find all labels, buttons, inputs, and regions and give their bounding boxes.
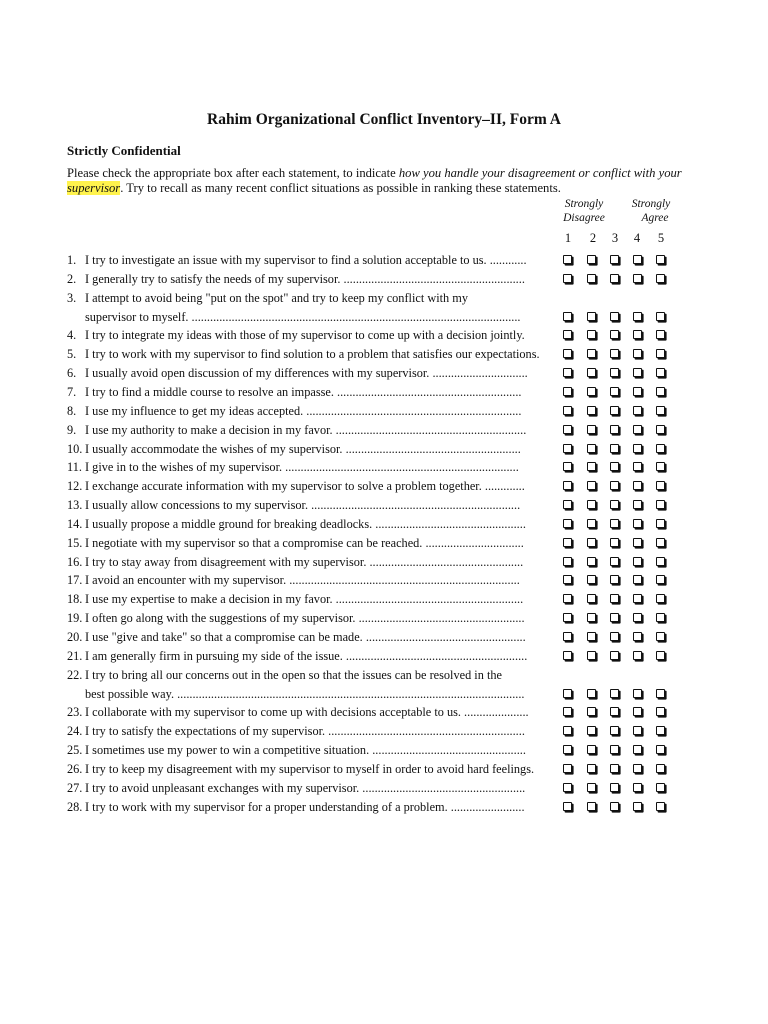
rating-checkbox-3[interactable] bbox=[610, 613, 619, 622]
rating-checkbox-2[interactable] bbox=[587, 406, 596, 415]
rating-checkbox-5[interactable] bbox=[656, 726, 665, 735]
rating-checkbox-1[interactable] bbox=[563, 312, 572, 321]
rating-checkbox-5[interactable] bbox=[656, 349, 665, 358]
rating-checkbox-3[interactable] bbox=[610, 406, 619, 415]
rating-checkbox-4[interactable] bbox=[633, 632, 642, 641]
rating-checkbox-3[interactable] bbox=[610, 368, 619, 377]
rating-checkbox-2[interactable] bbox=[587, 387, 596, 396]
statement-number: 28. bbox=[67, 799, 83, 814]
rating-checkbox-5[interactable] bbox=[656, 255, 665, 264]
rating-checkbox-2[interactable] bbox=[587, 500, 596, 509]
rating-checkbox-3[interactable] bbox=[610, 594, 619, 603]
scale-label-agree-line2: Agree bbox=[641, 212, 669, 224]
statement-number: 22. bbox=[67, 667, 83, 682]
rating-checkbox-2[interactable] bbox=[587, 802, 596, 811]
rating-checkbox-3[interactable] bbox=[610, 689, 619, 698]
rating-checkbox-4[interactable] bbox=[633, 707, 642, 716]
rating-checkbox-2[interactable] bbox=[587, 330, 596, 339]
rating-checkbox-3[interactable] bbox=[610, 745, 619, 754]
statement-number: 12. bbox=[67, 479, 83, 494]
statement-text: I try to work with my supervisor to find solution to a problem that satisfies our expectations. bbox=[85, 347, 540, 362]
rating-checkbox-2[interactable] bbox=[587, 726, 596, 735]
statement-number: 5. bbox=[67, 347, 77, 362]
rating-checkbox-2[interactable] bbox=[587, 745, 596, 754]
rating-checkbox-2[interactable] bbox=[587, 557, 596, 566]
rating-checkbox-1[interactable] bbox=[563, 613, 572, 622]
rating-checkbox-1[interactable] bbox=[563, 387, 572, 396]
rating-checkbox-4[interactable] bbox=[633, 500, 642, 509]
confidential-label: Strictly Confidential bbox=[67, 143, 181, 158]
rating-checkbox-1[interactable] bbox=[563, 500, 572, 509]
rating-checkbox-5[interactable] bbox=[656, 745, 665, 754]
scale-label-disagree-line2: Disagree bbox=[563, 212, 605, 224]
statement-text: I use my expertise to make a decision in my favor. ............................................................. bbox=[85, 592, 524, 607]
statement-text: I am generally firm in pursuing my side of the issue. ........................................................... bbox=[85, 648, 528, 663]
statement-text: supervisor to myself. ........................................................................................................... bbox=[85, 309, 521, 324]
rating-checkbox-1[interactable] bbox=[563, 406, 572, 415]
scale-number: 5 bbox=[657, 231, 665, 245]
rating-checkbox-1[interactable] bbox=[563, 745, 572, 754]
rating-checkbox-3[interactable] bbox=[610, 575, 619, 584]
rating-checkbox-2[interactable] bbox=[587, 707, 596, 716]
statement-number: 14. bbox=[67, 516, 83, 531]
rating-checkbox-5[interactable] bbox=[656, 689, 665, 698]
rating-checkbox-5[interactable] bbox=[656, 274, 665, 283]
statement-number: 6. bbox=[67, 366, 77, 381]
rating-checkbox-4[interactable] bbox=[633, 594, 642, 603]
scale-label-agree-line1: Strongly bbox=[631, 198, 671, 210]
rating-checkbox-3[interactable] bbox=[610, 444, 619, 453]
scale-label-disagree bbox=[549, 197, 619, 225]
rating-checkbox-4[interactable] bbox=[633, 651, 642, 660]
rating-checkbox-2[interactable] bbox=[587, 312, 596, 321]
statement-number: 19. bbox=[67, 611, 83, 626]
rating-checkbox-5[interactable] bbox=[656, 406, 665, 415]
rating-checkbox-1[interactable] bbox=[563, 425, 572, 434]
statement-number: 15. bbox=[67, 535, 83, 550]
scale-label-disagree-line1: Strongly bbox=[564, 198, 604, 210]
statement-number: 2. bbox=[67, 271, 77, 286]
rating-checkbox-3[interactable] bbox=[610, 255, 619, 264]
rating-checkbox-2[interactable] bbox=[587, 444, 596, 453]
scale-number: 1 bbox=[564, 231, 572, 245]
rating-checkbox-5[interactable] bbox=[656, 783, 665, 792]
rating-checkbox-5[interactable] bbox=[656, 764, 665, 773]
instructions-highlight: supervisor bbox=[67, 181, 121, 195]
rating-checkbox-1[interactable] bbox=[563, 444, 572, 453]
statement-text: I use my authority to make a decision in my favor. .............................................................. bbox=[85, 422, 527, 437]
statement-number: 23. bbox=[67, 705, 83, 720]
statement-text: I collaborate with my supervisor to come up with decisions acceptable to us. ..................... bbox=[85, 705, 529, 720]
rating-checkbox-5[interactable] bbox=[656, 368, 665, 377]
statement-number: 27. bbox=[67, 780, 83, 795]
statement-text: I try to keep my disagreement with my supervisor to myself in order to avoid hard feelings. bbox=[85, 761, 535, 776]
rating-checkbox-2[interactable] bbox=[587, 613, 596, 622]
rating-checkbox-4[interactable] bbox=[633, 312, 642, 321]
statement-text: I try to stay away from disagreement with my supervisor. .................................................. bbox=[85, 554, 524, 569]
rating-checkbox-1[interactable] bbox=[563, 519, 572, 528]
rating-checkbox-3[interactable] bbox=[610, 557, 619, 566]
rating-checkbox-4[interactable] bbox=[633, 745, 642, 754]
rating-checkbox-5[interactable] bbox=[656, 500, 665, 509]
rating-checkbox-1[interactable] bbox=[563, 783, 572, 792]
statement-number: 11. bbox=[67, 460, 82, 475]
statement-text: I attempt to avoid being "put on the spot" and try to keep my conflict with my bbox=[85, 290, 468, 305]
rating-checkbox-4[interactable] bbox=[633, 802, 642, 811]
rating-checkbox-3[interactable] bbox=[610, 519, 619, 528]
statement-text: I use my influence to get my ideas accepted. ...................................................................... bbox=[85, 403, 522, 418]
statement-number: 18. bbox=[67, 592, 83, 607]
statement-text: I usually accommodate the wishes of my supervisor. ......................................................... bbox=[85, 441, 521, 456]
rating-checkbox-3[interactable] bbox=[610, 500, 619, 509]
rating-checkbox-3[interactable] bbox=[610, 726, 619, 735]
rating-checkbox-1[interactable] bbox=[563, 349, 572, 358]
rating-checkbox-4[interactable] bbox=[633, 444, 642, 453]
rating-checkbox-3[interactable] bbox=[610, 632, 619, 641]
statement-text: I negotiate with my supervisor so that a compromise can be reached. ................................ bbox=[85, 535, 524, 550]
scale-number: 2 bbox=[589, 231, 597, 245]
rating-checkbox-4[interactable] bbox=[633, 481, 642, 490]
rating-checkbox-4[interactable] bbox=[633, 783, 642, 792]
instructions-emphasis: how you handle your disagreement or conflict with your bbox=[398, 166, 682, 180]
rating-checkbox-5[interactable] bbox=[656, 519, 665, 528]
scale-number: 3 bbox=[611, 231, 619, 245]
rating-checkbox-4[interactable] bbox=[633, 613, 642, 622]
instructions bbox=[67, 166, 707, 196]
rating-checkbox-3[interactable] bbox=[610, 481, 619, 490]
statement-text: I give in to the wishes of my supervisor. ............................................................................ bbox=[85, 460, 519, 475]
rating-checkbox-3[interactable] bbox=[610, 349, 619, 358]
rating-checkbox-4[interactable] bbox=[633, 519, 642, 528]
rating-checkbox-5[interactable] bbox=[656, 387, 665, 396]
rating-checkbox-5[interactable] bbox=[656, 575, 665, 584]
rating-checkbox-2[interactable] bbox=[587, 632, 596, 641]
statement-text: best possible way. ................................................................................................................. bbox=[85, 686, 525, 701]
rating-checkbox-4[interactable] bbox=[633, 538, 642, 547]
statement-number: 8. bbox=[67, 403, 77, 418]
rating-checkbox-4[interactable] bbox=[633, 368, 642, 377]
statement-text: I avoid an encounter with my supervisor. ........................................................................... bbox=[85, 573, 520, 588]
statement-text: I exchange accurate information with my supervisor to solve a problem together. ............. bbox=[85, 479, 525, 494]
rating-checkbox-4[interactable] bbox=[633, 349, 642, 358]
rating-checkbox-1[interactable] bbox=[563, 255, 572, 264]
rating-checkbox-3[interactable] bbox=[610, 651, 619, 660]
statement-text: I often go along with the suggestions of my supervisor. ...................................................... bbox=[85, 611, 525, 626]
rating-checkbox-4[interactable] bbox=[633, 387, 642, 396]
rating-checkbox-4[interactable] bbox=[633, 330, 642, 339]
rating-checkbox-1[interactable] bbox=[563, 651, 572, 660]
rating-checkbox-5[interactable] bbox=[656, 613, 665, 622]
rating-checkbox-2[interactable] bbox=[587, 425, 596, 434]
page-title: Rahim Organizational Conflict Inventory–II, Form A bbox=[207, 111, 561, 128]
rating-checkbox-5[interactable] bbox=[656, 330, 665, 339]
statement-text: I usually propose a middle ground for breaking deadlocks. ................................................. bbox=[85, 516, 526, 531]
rating-checkbox-2[interactable] bbox=[587, 783, 596, 792]
rating-checkbox-1[interactable] bbox=[563, 368, 572, 377]
rating-checkbox-4[interactable] bbox=[633, 764, 642, 773]
rating-checkbox-1[interactable] bbox=[563, 557, 572, 566]
rating-checkbox-2[interactable] bbox=[587, 481, 596, 490]
rating-checkbox-1[interactable] bbox=[563, 330, 572, 339]
statement-number: 17. bbox=[67, 573, 83, 588]
statement-text: I use "give and take" so that a compromise can be made. .................................................... bbox=[85, 630, 526, 644]
rating-checkbox-5[interactable] bbox=[656, 707, 665, 716]
rating-checkbox-3[interactable] bbox=[610, 330, 619, 339]
rating-checkbox-5[interactable] bbox=[656, 651, 665, 660]
rating-checkbox-5[interactable] bbox=[656, 481, 665, 490]
instructions-text-end: . Try to recall as many recent conflict situations as possible in ranking these statements. bbox=[120, 181, 561, 195]
rating-checkbox-5[interactable] bbox=[656, 444, 665, 453]
statement-text: I generally try to satisfy the needs of my supervisor. ........................................................... bbox=[85, 271, 525, 286]
rating-checkbox-4[interactable] bbox=[633, 557, 642, 566]
statement-number: 21. bbox=[67, 648, 83, 663]
rating-checkbox-5[interactable] bbox=[656, 462, 665, 471]
statement-text: I usually avoid open discussion of my differences with my supervisor. ............................... bbox=[85, 366, 528, 381]
rating-checkbox-1[interactable] bbox=[563, 632, 572, 641]
rating-checkbox-1[interactable] bbox=[563, 274, 572, 283]
rating-checkbox-1[interactable] bbox=[563, 802, 572, 811]
rating-checkbox-5[interactable] bbox=[656, 557, 665, 566]
statement-number: 16. bbox=[67, 554, 83, 569]
statement-number: 13. bbox=[67, 498, 83, 513]
statement-number: 24. bbox=[67, 724, 83, 739]
rating-checkbox-1[interactable] bbox=[563, 538, 572, 547]
statement-text: I try to bring all our concerns out in the open so that the issues can be resolved in the bbox=[85, 667, 502, 682]
rating-checkbox-1[interactable] bbox=[563, 726, 572, 735]
rating-checkbox-4[interactable] bbox=[633, 274, 642, 283]
rating-checkbox-1[interactable] bbox=[563, 764, 572, 773]
rating-checkbox-3[interactable] bbox=[610, 707, 619, 716]
rating-checkbox-3[interactable] bbox=[610, 274, 619, 283]
rating-checkbox-3[interactable] bbox=[610, 425, 619, 434]
statement-text: I try to find a middle course to resolve an impasse. ............................................................ bbox=[85, 384, 522, 399]
rating-checkbox-1[interactable] bbox=[563, 481, 572, 490]
rating-checkbox-2[interactable] bbox=[587, 349, 596, 358]
statement-number: 3. bbox=[67, 290, 77, 305]
rating-checkbox-2[interactable] bbox=[587, 651, 596, 660]
statement-number: 1. bbox=[67, 253, 77, 267]
rating-checkbox-3[interactable] bbox=[610, 462, 619, 471]
rating-checkbox-5[interactable] bbox=[656, 632, 665, 641]
rating-checkbox-3[interactable] bbox=[610, 312, 619, 321]
rating-checkbox-3[interactable] bbox=[610, 387, 619, 396]
rating-checkbox-5[interactable] bbox=[656, 312, 665, 321]
rating-checkbox-2[interactable] bbox=[587, 689, 596, 698]
statement-text: I usually allow concessions to my supervisor. .................................................................... bbox=[85, 498, 521, 513]
rating-checkbox-3[interactable] bbox=[610, 783, 619, 792]
rating-checkbox-1[interactable] bbox=[563, 707, 572, 716]
rating-checkbox-4[interactable] bbox=[633, 689, 642, 698]
rating-checkbox-2[interactable] bbox=[587, 274, 596, 283]
rating-checkbox-2[interactable] bbox=[587, 368, 596, 377]
rating-checkbox-5[interactable] bbox=[656, 594, 665, 603]
rating-checkbox-5[interactable] bbox=[656, 425, 665, 434]
statement-text: I try to investigate an issue with my supervisor to find a solution acceptable to us. ............ bbox=[85, 253, 527, 267]
rating-checkbox-1[interactable] bbox=[563, 689, 572, 698]
rating-checkbox-5[interactable] bbox=[656, 538, 665, 547]
statement-text: I try to satisfy the expectations of my supervisor. ................................................................ bbox=[85, 724, 525, 739]
instructions-text: Please check the appropriate box after each statement, to indicate bbox=[67, 166, 399, 180]
statement-text: I try to work with my supervisor for a proper understanding of a problem. ........................ bbox=[85, 799, 525, 814]
rating-checkbox-2[interactable] bbox=[587, 462, 596, 471]
statement-text: I try to avoid unpleasant exchanges with my supervisor. ..................................................... bbox=[85, 780, 526, 795]
statement-number: 9. bbox=[67, 422, 77, 437]
rating-checkbox-3[interactable] bbox=[610, 802, 619, 811]
rating-checkbox-4[interactable] bbox=[633, 575, 642, 584]
rating-checkbox-2[interactable] bbox=[587, 594, 596, 603]
statement-number: 4. bbox=[67, 328, 77, 343]
rating-checkbox-2[interactable] bbox=[587, 764, 596, 773]
rating-checkbox-1[interactable] bbox=[563, 594, 572, 603]
scale-label-agree bbox=[616, 197, 686, 225]
statement-number: 10. bbox=[67, 441, 83, 456]
rating-checkbox-4[interactable] bbox=[633, 425, 642, 434]
rating-checkbox-5[interactable] bbox=[656, 802, 665, 811]
rating-checkbox-3[interactable] bbox=[610, 764, 619, 773]
statement-text: I try to integrate my ideas with those of my supervisor to come up with a decision jointly. bbox=[85, 328, 525, 343]
rating-checkbox-2[interactable] bbox=[587, 538, 596, 547]
rating-checkbox-4[interactable] bbox=[633, 255, 642, 264]
rating-checkbox-2[interactable] bbox=[587, 255, 596, 264]
scale-number: 4 bbox=[633, 231, 641, 245]
rating-checkbox-2[interactable] bbox=[587, 575, 596, 584]
rating-checkbox-4[interactable] bbox=[633, 726, 642, 735]
rating-checkbox-1[interactable] bbox=[563, 575, 572, 584]
statement-number: 26. bbox=[67, 761, 83, 776]
rating-checkbox-1[interactable] bbox=[563, 462, 572, 471]
statement-number: 20. bbox=[67, 630, 83, 644]
rating-checkbox-2[interactable] bbox=[587, 519, 596, 528]
rating-checkbox-4[interactable] bbox=[633, 462, 642, 471]
rating-checkbox-4[interactable] bbox=[633, 406, 642, 415]
statement-number: 25. bbox=[67, 743, 83, 758]
rating-checkbox-3[interactable] bbox=[610, 538, 619, 547]
statement-text: I sometimes use my power to win a competitive situation. .................................................. bbox=[85, 743, 526, 758]
statement-number: 7. bbox=[67, 384, 77, 399]
